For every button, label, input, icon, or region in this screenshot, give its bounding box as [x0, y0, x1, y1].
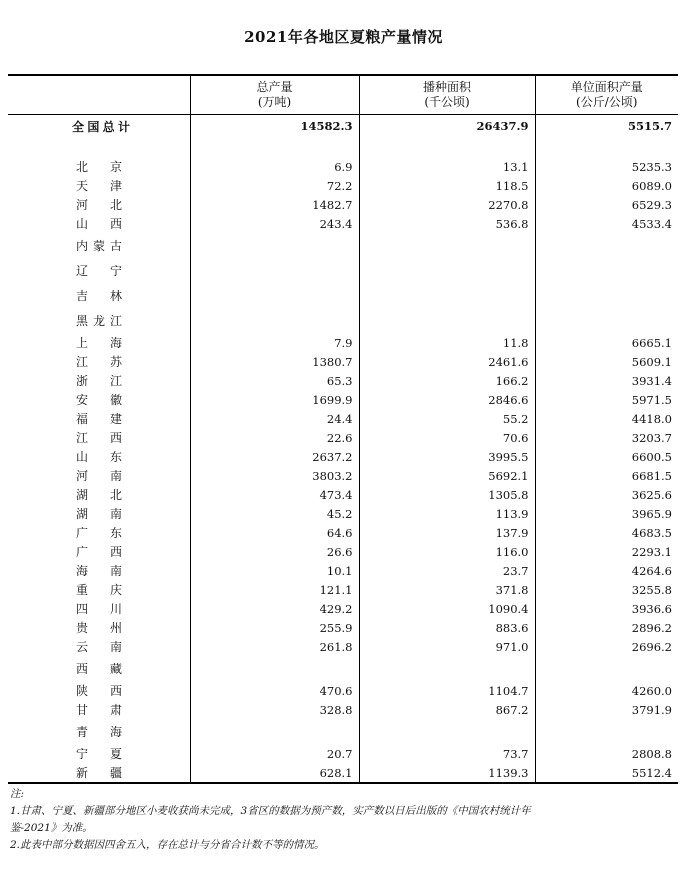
- output-cell: 470.6: [190, 681, 359, 700]
- region-name: 河南: [76, 469, 122, 483]
- output-cell: 1380.7: [190, 352, 359, 371]
- yield-cell: 2696.2: [535, 637, 678, 656]
- table-header-row: [8, 75, 678, 115]
- area-cell: 166.2: [359, 371, 535, 390]
- header-area-unit: (千公顷): [424, 95, 470, 109]
- yield-cell: 4264.6: [535, 561, 678, 580]
- region-cell: [8, 352, 190, 371]
- output-cell: 328.8: [190, 700, 359, 719]
- region-cell: [8, 157, 190, 176]
- region-name: 贵州: [76, 621, 122, 635]
- region-name: 宁夏: [76, 747, 122, 761]
- header-output-label: 总产量: [256, 80, 293, 94]
- table-row: [8, 523, 678, 542]
- table-row: [8, 504, 678, 523]
- table-row: [8, 447, 678, 466]
- region-cell: [8, 580, 190, 599]
- yield-cell: 3791.9: [535, 700, 678, 719]
- yield-cell: 6600.5: [535, 447, 678, 466]
- table-row: [8, 258, 678, 283]
- region-cell: [8, 618, 190, 637]
- region-cell: [8, 561, 190, 580]
- yield-cell: 6089.0: [535, 176, 678, 195]
- note-2: 2.此表中部分数据因四舍五入，存在总计与分省合计数不等的情况。: [10, 839, 325, 851]
- output-cell: 628.1: [190, 763, 359, 783]
- output-cell: 65.3: [190, 371, 359, 390]
- region-name: 吉林: [76, 289, 122, 303]
- output-cell: 24.4: [190, 409, 359, 428]
- total-yield-cell: 5515.7: [535, 115, 678, 138]
- output-cell: 22.6: [190, 428, 359, 447]
- total-region-label: 全国总计: [72, 119, 130, 134]
- output-cell: [190, 656, 359, 681]
- table-body: [8, 115, 678, 784]
- yield-cell: 4683.5: [535, 523, 678, 542]
- region-cell: [8, 504, 190, 523]
- header-yield-label: 单位面积产量: [570, 80, 643, 94]
- region-name: 西藏: [76, 662, 122, 676]
- table-row: [8, 719, 678, 744]
- region-cell: [8, 195, 190, 214]
- spacer-cell: [359, 137, 535, 157]
- header-area: [359, 75, 535, 115]
- header-output-unit: (万吨): [257, 95, 292, 109]
- output-cell: 255.9: [190, 618, 359, 637]
- region-name: 安徽: [76, 393, 122, 407]
- area-cell: 536.8: [359, 214, 535, 233]
- table-row: [8, 763, 678, 783]
- table-row: [8, 561, 678, 580]
- table-row: [8, 700, 678, 719]
- output-cell: 1482.7: [190, 195, 359, 214]
- region-name: 重庆: [76, 583, 122, 597]
- table-row: [8, 744, 678, 763]
- region-name: 甘肃: [76, 703, 122, 717]
- table-row: [8, 233, 678, 258]
- region-cell: [8, 466, 190, 485]
- table-row: [8, 580, 678, 599]
- total-output-cell: 14582.3: [190, 115, 359, 138]
- yield-cell: [535, 233, 678, 258]
- table-row: [8, 637, 678, 656]
- header-region: [8, 75, 190, 115]
- yield-cell: [535, 656, 678, 681]
- region-cell: [8, 763, 190, 783]
- area-cell: [359, 233, 535, 258]
- region-name: 辽宁: [76, 264, 122, 278]
- area-cell: [359, 308, 535, 333]
- yield-cell: 3965.9: [535, 504, 678, 523]
- total-area-cell: 26437.9: [359, 115, 535, 138]
- region-cell: [8, 719, 190, 744]
- grain-table-container: [8, 74, 678, 784]
- area-cell: 1104.7: [359, 681, 535, 700]
- table-row: [8, 656, 678, 681]
- table-row: [8, 283, 678, 308]
- region-name: 云南: [76, 640, 122, 654]
- yield-cell: 6681.5: [535, 466, 678, 485]
- table-row: [8, 195, 678, 214]
- area-cell: 5692.1: [359, 466, 535, 485]
- output-cell: 261.8: [190, 637, 359, 656]
- region-cell: [8, 599, 190, 618]
- output-cell: 429.2: [190, 599, 359, 618]
- area-cell: 13.1: [359, 157, 535, 176]
- area-cell: 2461.6: [359, 352, 535, 371]
- region-name: 湖南: [76, 507, 122, 521]
- area-cell: 371.8: [359, 580, 535, 599]
- region-cell: [8, 700, 190, 719]
- region-cell: [8, 258, 190, 283]
- yield-cell: 4533.4: [535, 214, 678, 233]
- note-1-line-1: 1.甘肃、宁夏、新疆部分地区小麦收获尚未完成，3省区的数据为预产数，实产数以日后出版的《中国农村统计年: [10, 805, 531, 817]
- region-cell: [8, 428, 190, 447]
- table-row: [8, 409, 678, 428]
- yield-cell: 6665.1: [535, 333, 678, 352]
- yield-cell: 3203.7: [535, 428, 678, 447]
- spacer-cell: [190, 137, 359, 157]
- grain-table: [8, 74, 678, 784]
- region-name: 广东: [76, 526, 122, 540]
- output-cell: 26.6: [190, 542, 359, 561]
- area-cell: [359, 283, 535, 308]
- yield-cell: 2293.1: [535, 542, 678, 561]
- region-name: 浙江: [76, 374, 122, 388]
- region-cell: [8, 542, 190, 561]
- area-cell: 118.5: [359, 176, 535, 195]
- region-name: 四川: [76, 602, 122, 616]
- area-cell: 73.7: [359, 744, 535, 763]
- region-name: 陕西: [76, 684, 122, 698]
- table-row: [8, 485, 678, 504]
- region-name: 天津: [76, 179, 122, 193]
- area-cell: [359, 258, 535, 283]
- region-cell: [8, 283, 190, 308]
- yield-cell: 2808.8: [535, 744, 678, 763]
- table-row: [8, 371, 678, 390]
- area-cell: 23.7: [359, 561, 535, 580]
- region-name: 湖北: [76, 488, 122, 502]
- region-name: 山东: [76, 450, 122, 464]
- region-cell: [8, 637, 190, 656]
- header-yield: [535, 75, 678, 115]
- region-cell: [8, 176, 190, 195]
- yield-cell: 2896.2: [535, 618, 678, 637]
- spacer-row: [8, 137, 678, 157]
- output-cell: 7.9: [190, 333, 359, 352]
- region-name: 北京: [76, 160, 122, 174]
- area-cell: 1139.3: [359, 763, 535, 783]
- page-title: 2021年各地区夏粮产量情况: [244, 28, 443, 46]
- yield-cell: [535, 258, 678, 283]
- region-name: 山西: [76, 217, 122, 231]
- spacer-cell: [8, 137, 190, 157]
- region-name: 河北: [76, 198, 122, 212]
- table-row: [8, 214, 678, 233]
- region-name: 福建: [76, 412, 122, 426]
- yield-cell: [535, 283, 678, 308]
- notes-heading: 注:: [10, 788, 25, 800]
- area-cell: [359, 656, 535, 681]
- region-name: 上海: [76, 336, 122, 350]
- output-cell: 20.7: [190, 744, 359, 763]
- yield-cell: 5512.4: [535, 763, 678, 783]
- yield-cell: 5235.3: [535, 157, 678, 176]
- output-cell: 64.6: [190, 523, 359, 542]
- area-cell: 11.8: [359, 333, 535, 352]
- output-cell: 2637.2: [190, 447, 359, 466]
- spacer-cell: [535, 137, 678, 157]
- yield-cell: [535, 719, 678, 744]
- output-cell: [190, 233, 359, 258]
- area-cell: 116.0: [359, 542, 535, 561]
- output-cell: 243.4: [190, 214, 359, 233]
- output-cell: [190, 258, 359, 283]
- area-cell: 1305.8: [359, 485, 535, 504]
- notes: [10, 786, 670, 854]
- yield-cell: 4260.0: [535, 681, 678, 700]
- region-name: 江苏: [76, 355, 122, 369]
- yield-cell: 3625.6: [535, 485, 678, 504]
- output-cell: [190, 308, 359, 333]
- output-cell: 10.1: [190, 561, 359, 580]
- yield-cell: [535, 308, 678, 333]
- table-row: [8, 390, 678, 409]
- region-cell: [8, 214, 190, 233]
- output-cell: 121.1: [190, 580, 359, 599]
- table-row: [8, 352, 678, 371]
- note-1-line-2: 鉴-2021》为准。: [10, 822, 93, 834]
- area-cell: 1090.4: [359, 599, 535, 618]
- region-cell: [8, 390, 190, 409]
- table-row: [8, 466, 678, 485]
- yield-cell: 3931.4: [535, 371, 678, 390]
- region-cell: [8, 656, 190, 681]
- yield-cell: 3936.6: [535, 599, 678, 618]
- area-cell: [359, 719, 535, 744]
- region-cell: [8, 744, 190, 763]
- table-row: [8, 681, 678, 700]
- yield-cell: 6529.3: [535, 195, 678, 214]
- table-row: [8, 333, 678, 352]
- region-name: 江西: [76, 431, 122, 445]
- region-name: 青海: [76, 725, 122, 739]
- total-region-cell: [8, 115, 190, 138]
- region-name: 广西: [76, 545, 122, 559]
- total-row: [8, 115, 678, 138]
- area-cell: 3995.5: [359, 447, 535, 466]
- table-row: [8, 308, 678, 333]
- output-cell: 473.4: [190, 485, 359, 504]
- output-cell: 45.2: [190, 504, 359, 523]
- table-row: [8, 618, 678, 637]
- header-yield-unit: (公斤/公顷): [576, 95, 638, 109]
- output-cell: 1699.9: [190, 390, 359, 409]
- region-cell: [8, 333, 190, 352]
- table-row: [8, 542, 678, 561]
- region-name: 新疆: [76, 766, 122, 780]
- region-cell: [8, 409, 190, 428]
- area-cell: 113.9: [359, 504, 535, 523]
- yield-cell: 5609.1: [535, 352, 678, 371]
- output-cell: [190, 283, 359, 308]
- region-cell: [8, 371, 190, 390]
- output-cell: 3803.2: [190, 466, 359, 485]
- region-cell: [8, 447, 190, 466]
- yield-cell: 5971.5: [535, 390, 678, 409]
- table-row: [8, 157, 678, 176]
- area-cell: 971.0: [359, 637, 535, 656]
- region-cell: [8, 681, 190, 700]
- area-cell: 883.6: [359, 618, 535, 637]
- yield-cell: 3255.8: [535, 580, 678, 599]
- output-cell: [190, 719, 359, 744]
- table-row: [8, 599, 678, 618]
- area-cell: 867.2: [359, 700, 535, 719]
- table-row: [8, 176, 678, 195]
- area-cell: 55.2: [359, 409, 535, 428]
- output-cell: 6.9: [190, 157, 359, 176]
- region-name: 黑龙江: [76, 314, 122, 328]
- region-cell: [8, 485, 190, 504]
- region-name: 海南: [76, 564, 122, 578]
- area-cell: 137.9: [359, 523, 535, 542]
- area-cell: 2846.6: [359, 390, 535, 409]
- region-cell: [8, 233, 190, 258]
- region-name: 内蒙古: [76, 239, 122, 253]
- header-area-label: 播种面积: [422, 80, 471, 94]
- region-cell: [8, 308, 190, 333]
- header-output: [190, 75, 359, 115]
- yield-cell: 4418.0: [535, 409, 678, 428]
- area-cell: 70.6: [359, 428, 535, 447]
- table-row: [8, 428, 678, 447]
- region-cell: [8, 523, 190, 542]
- area-cell: 2270.8: [359, 195, 535, 214]
- output-cell: 72.2: [190, 176, 359, 195]
